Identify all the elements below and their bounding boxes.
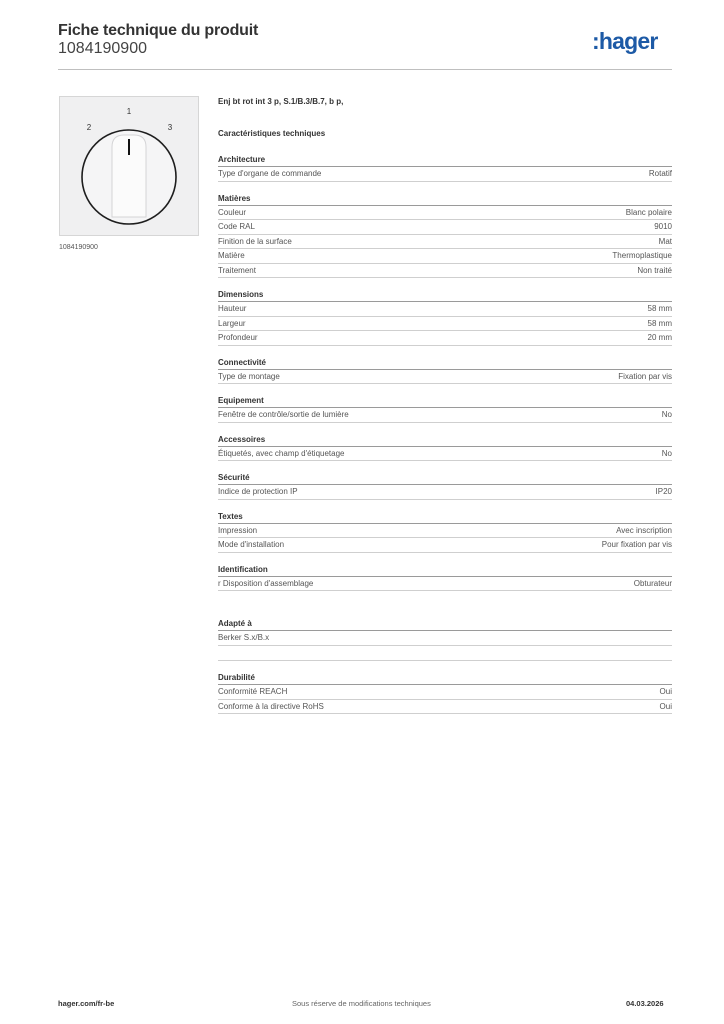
spec-value: Pour fixation par vis (601, 540, 672, 549)
spec-value: Avec inscription (616, 525, 672, 535)
dial-label-2: 2 (86, 123, 92, 132)
spec-label: Conformité REACH (218, 687, 288, 696)
spec-value: Fixation par vis (618, 371, 672, 381)
spec-row (218, 220, 672, 235)
spec-value: 58 mm (647, 304, 672, 313)
spec-label: Profondeur (218, 333, 258, 342)
hager-logo: :hager (592, 28, 658, 54)
spec-row (218, 302, 672, 317)
spec-label: Couleur (218, 207, 247, 217)
spec-value: Non traité (637, 265, 672, 275)
section-title: Identification (218, 565, 672, 577)
spec-label: Hauteur (218, 304, 247, 313)
spec-label: Impression (218, 525, 258, 535)
spec-row (218, 485, 672, 500)
spec-value: No (661, 448, 672, 458)
page-title: Fiche technique du produit (58, 22, 259, 39)
spec-content (218, 97, 672, 714)
spec-label: Type de montage (218, 371, 280, 381)
spec-sections (218, 155, 672, 714)
spec-row (218, 524, 672, 539)
spec-row (218, 370, 672, 385)
spec-section (218, 155, 672, 182)
spec-label: Berker S.x/B.x (218, 633, 270, 642)
section-title: Sécurité (218, 473, 672, 485)
spec-value: Blanc polaire (625, 207, 672, 217)
spec-section (218, 512, 672, 553)
spec-value: Rotatif (648, 169, 672, 178)
section-title: Adapté à (218, 619, 672, 631)
spec-row (218, 577, 672, 592)
spec-row (218, 317, 672, 332)
spec-section (218, 673, 672, 714)
spec-label: Mode d'installation (218, 540, 285, 549)
spec-label: Matière (218, 251, 245, 260)
section-title: Textes (218, 512, 672, 524)
spec-label: r Disposition d'assemblage (218, 578, 314, 588)
spec-label: Conforme à la directive RoHS (218, 701, 324, 711)
spec-value: Thermoplastique (612, 251, 672, 260)
spacer-row (218, 646, 672, 662)
spec-row (218, 538, 672, 553)
spec-row (218, 249, 672, 264)
spec-row (218, 447, 672, 462)
spec-value: Obturateur (633, 578, 672, 588)
dial-label-1: 1 (126, 107, 132, 116)
spec-section (218, 565, 672, 592)
spec-row (218, 167, 672, 182)
section-title: Connectivité (218, 358, 672, 370)
spec-row (218, 264, 672, 279)
footer-notice: Sous réserve de modifications techniques (292, 999, 431, 1008)
spec-label: Largeur (218, 318, 246, 328)
spec-row (218, 235, 672, 250)
spec-value: No (661, 410, 672, 419)
spec-label: Code RAL (218, 222, 255, 231)
image-caption: 1084190900 (59, 244, 98, 251)
product-name: Enj bt rot int 3 p, S.1/B.3/B.7, b p, (218, 97, 344, 106)
spec-section (218, 290, 672, 346)
product-image (59, 96, 199, 236)
header-divider (58, 69, 672, 70)
spec-section (218, 619, 672, 661)
spec-value: 20 mm (647, 333, 672, 342)
spec-value: Oui (659, 687, 672, 696)
spec-section (218, 194, 672, 279)
footer-website: hager.com/fr-be (58, 999, 115, 1008)
section-title: Equipement (218, 396, 672, 408)
section-title: Durabilité (218, 673, 672, 685)
footer-date: 04.03.2026 (626, 999, 664, 1008)
spec-label: Indice de protection IP (218, 487, 298, 496)
spec-value: 9010 (654, 222, 672, 231)
spec-value: 58 mm (647, 318, 672, 328)
product-reference: 1084190900 (58, 40, 147, 57)
rotary-switch-illustration (60, 97, 198, 235)
spec-row (218, 331, 672, 346)
section-title: Accessoires (218, 435, 672, 447)
spec-section (218, 396, 672, 423)
spec-label: Étiquetés, avec champ d'étiquetage (218, 448, 345, 458)
spec-section (218, 435, 672, 462)
section-title: Architecture (218, 155, 672, 167)
section-title: Matières (218, 194, 672, 206)
tech-characteristics-heading: Caractéristiques techniques (218, 129, 326, 138)
spec-row (218, 206, 672, 221)
spec-label: Traitement (218, 265, 256, 275)
spec-row (218, 685, 672, 700)
spec-row (218, 700, 672, 715)
spec-value: IP20 (655, 487, 672, 496)
spec-label: Type d'organe de commande (218, 169, 322, 178)
spec-row (218, 408, 672, 423)
spec-label: Finition de la surface (218, 236, 292, 246)
spec-row (218, 631, 672, 646)
spec-value: Mat (658, 236, 672, 246)
dial-label-3: 3 (167, 123, 173, 132)
spec-label: Fenêtre de contrôle/sortie de lumière (218, 410, 349, 419)
section-title: Dimensions (218, 290, 672, 302)
spec-section (218, 473, 672, 500)
spec-section (218, 358, 672, 385)
spec-value: Oui (659, 701, 672, 711)
